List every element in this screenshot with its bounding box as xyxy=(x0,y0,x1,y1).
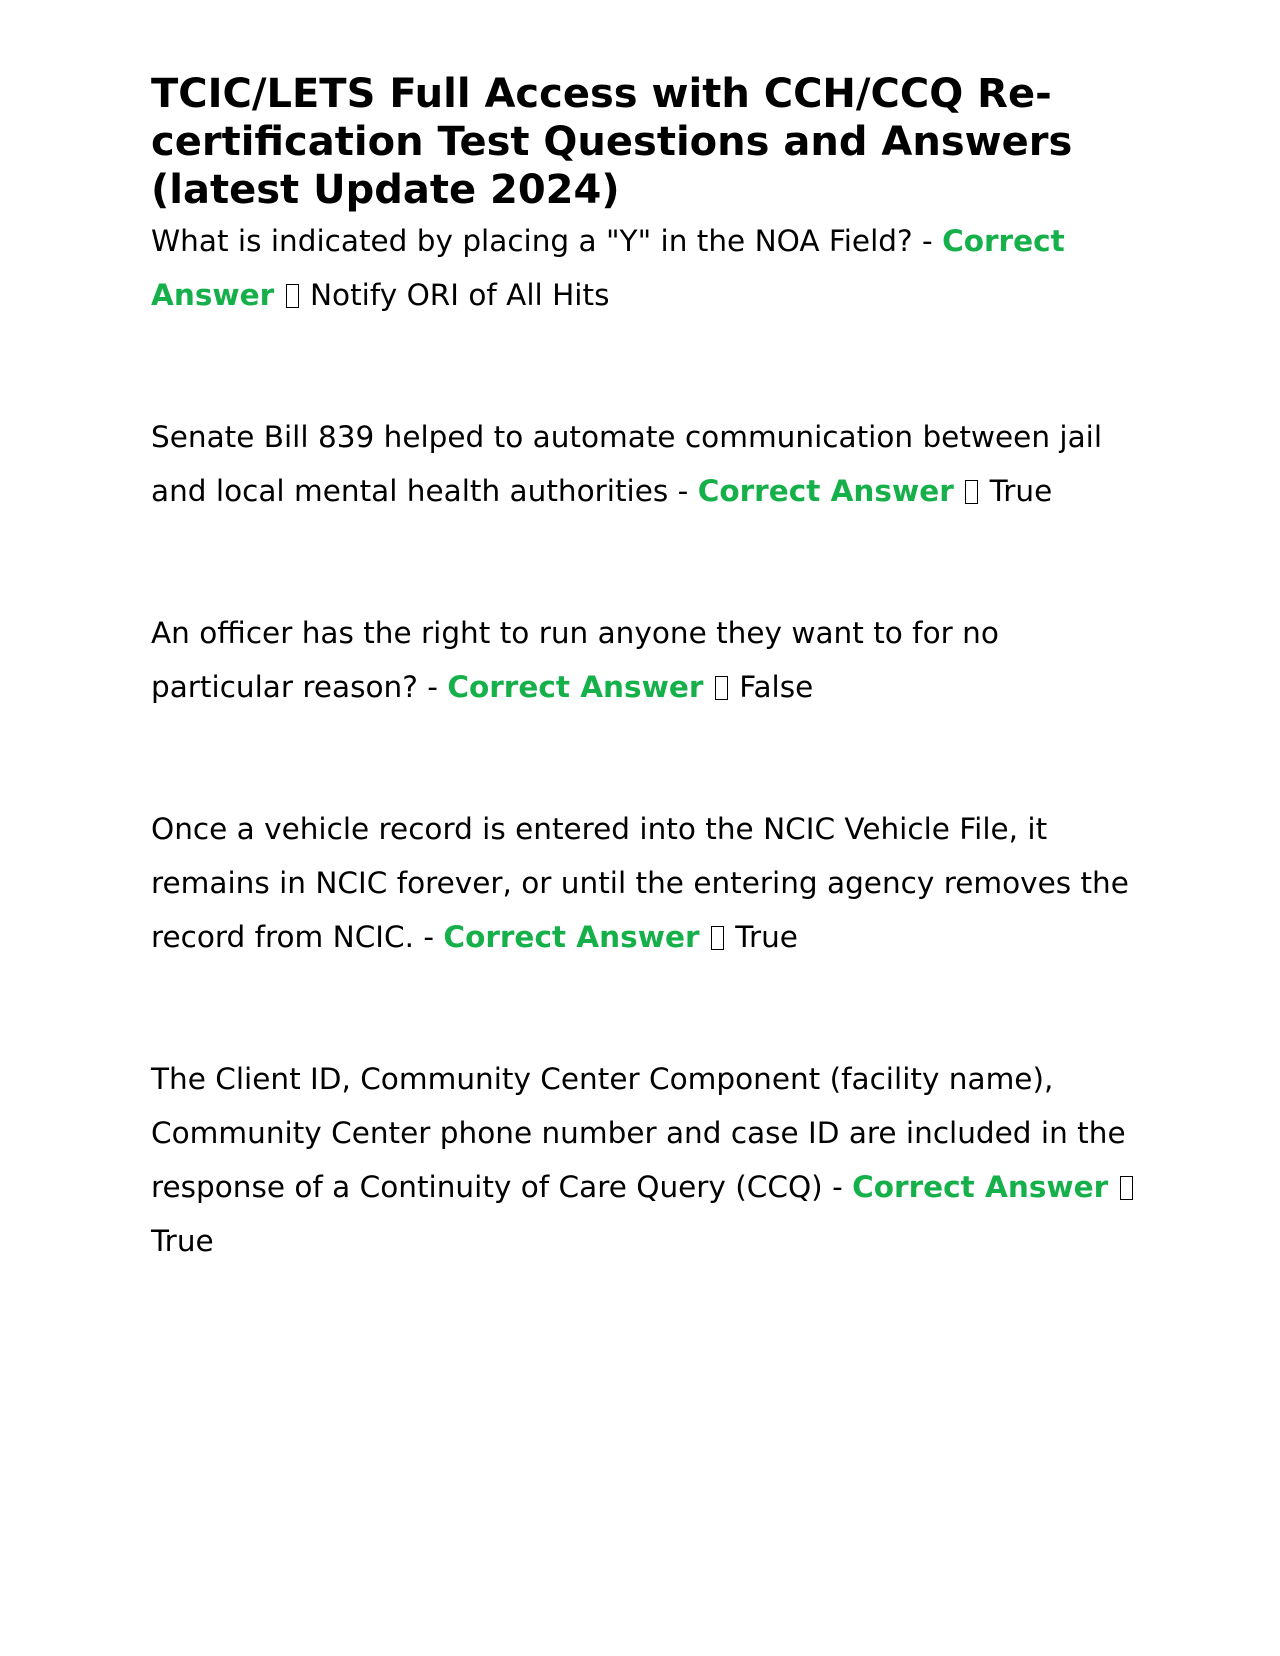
answer-text: True xyxy=(735,920,798,954)
qa-item-5 xyxy=(151,1052,1141,1268)
question-text: Senate Bill 839 helped to automate communication between jail and local mental health authorities xyxy=(151,420,1103,508)
box-icon xyxy=(286,284,299,308)
answer-text: Notify ORI of All Hits xyxy=(309,278,610,312)
answer-text: True xyxy=(989,474,1053,508)
separator: - xyxy=(922,224,933,258)
correct-answer-label: Correct Answer xyxy=(852,1170,1109,1204)
separator: - xyxy=(677,474,689,508)
box-icon xyxy=(965,480,978,504)
separator: - xyxy=(427,670,438,704)
qa-item-3 xyxy=(151,606,1141,714)
question-text: The Client ID, Community Center Component (facility name), Community Center phone number and case ID are included in the response of a Continuity of Care Query (CCQ) xyxy=(151,1062,1126,1204)
correct-answer-label: Correct Answer xyxy=(697,474,954,508)
correct-answer-label: Correct Answer xyxy=(151,224,1065,312)
document-title: TCIC/LETS Full Access with CCH/CCQ Re-certification Test Questions and Answers (latest Update 2024) xyxy=(151,71,1073,213)
answer-text: False xyxy=(739,670,814,704)
answer-text: True xyxy=(151,1224,214,1258)
box-icon xyxy=(711,926,724,950)
correct-answer-label: Correct Answer xyxy=(447,670,704,704)
qa-item-2 xyxy=(151,410,1141,518)
qa-item-1 xyxy=(151,214,1141,322)
separator: - xyxy=(423,920,435,954)
question-text: What is indicated by placing a "Y" in the NOA Field? xyxy=(151,224,913,258)
box-icon xyxy=(715,676,728,700)
document-page xyxy=(151,70,1141,1268)
separator: - xyxy=(832,1170,843,1204)
box-icon xyxy=(1120,1176,1133,1200)
correct-answer-label: Correct Answer xyxy=(443,920,700,954)
question-text: Once a vehicle record is entered into the NCIC Vehicle File, it remains in NCIC forever, or until the entering agency removes the record from NCIC. xyxy=(151,812,1129,954)
qa-item-4 xyxy=(151,802,1141,964)
question-text: An officer has the right to run anyone they want to for no particular reason? xyxy=(151,616,999,704)
